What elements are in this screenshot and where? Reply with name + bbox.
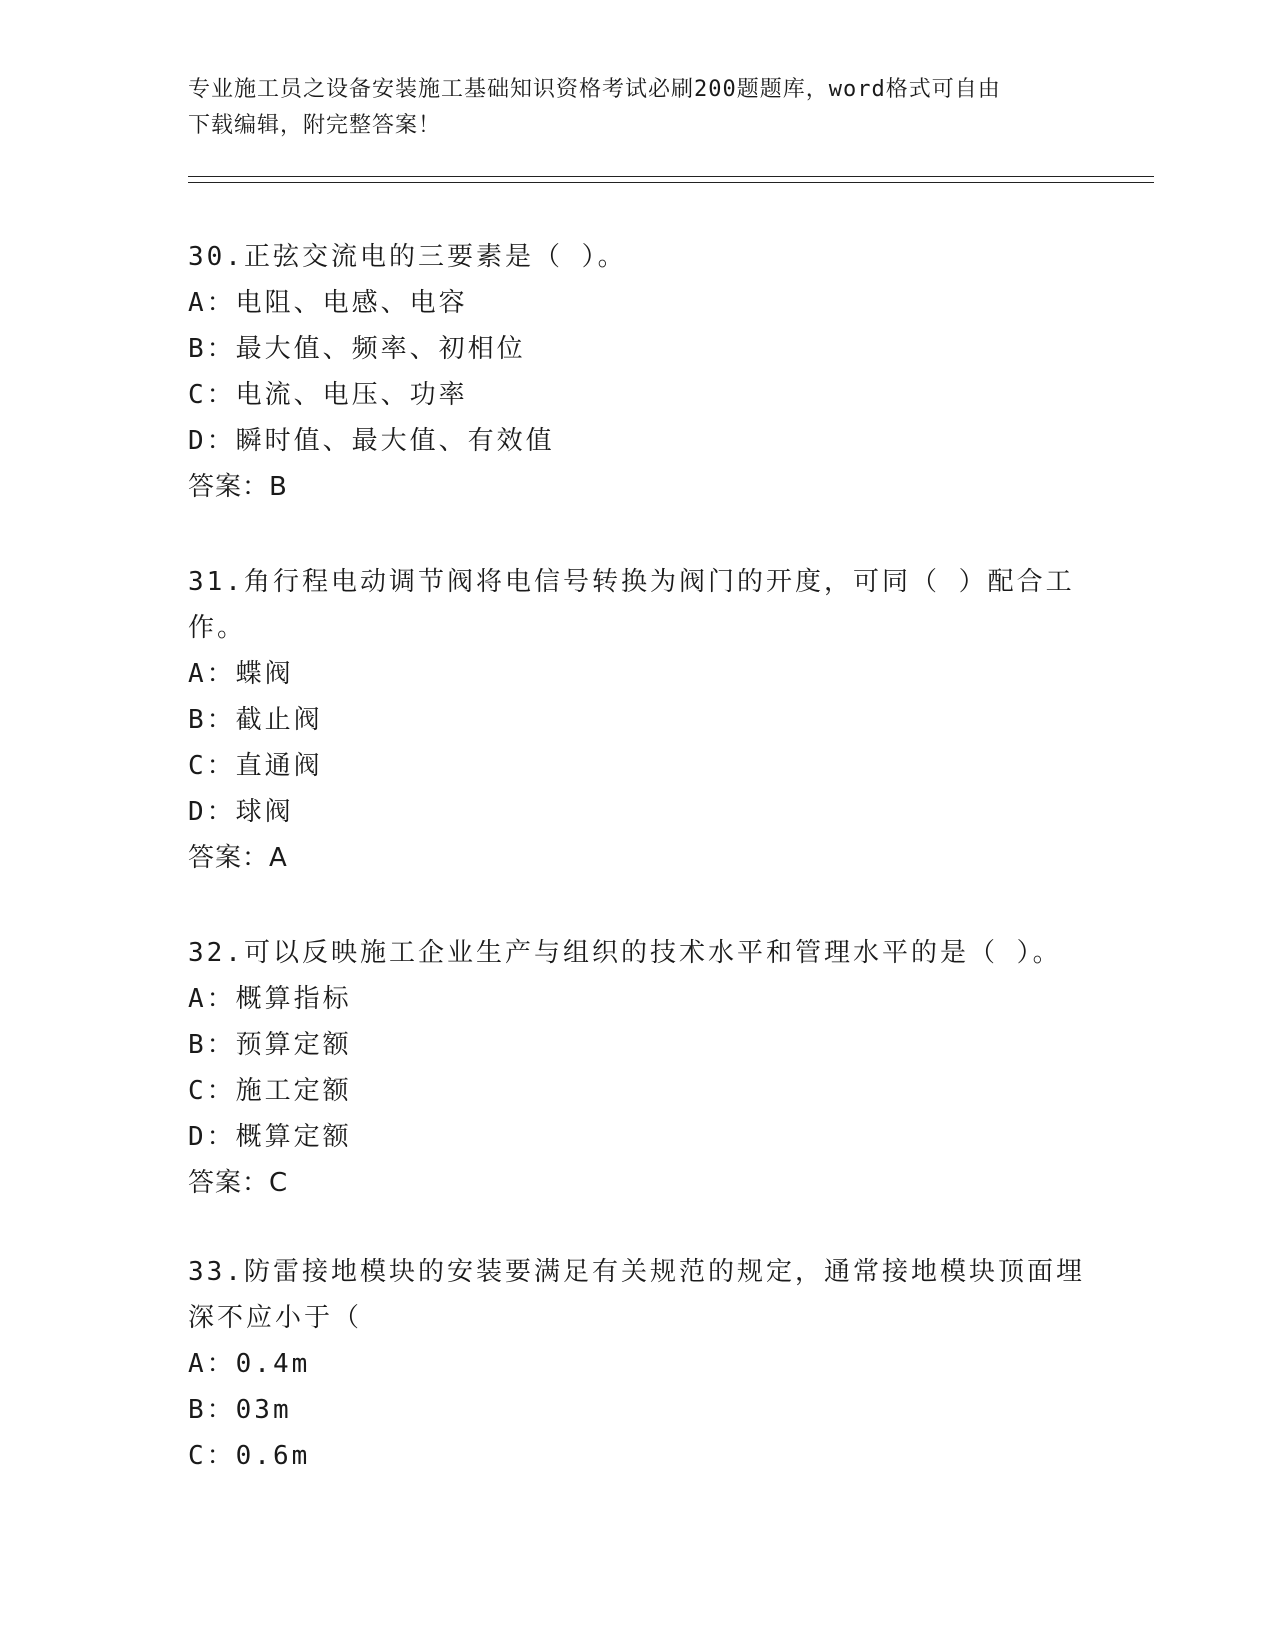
answer-line: 答案：B [188,472,288,502]
question-31 [188,559,1088,881]
option-a: A：概算指标 [188,984,352,1014]
question-stem-continued: 作。 [188,613,247,643]
question-stem: 32.可以反映施工企业生产与组织的技术水平和管理水平的是（ ）。 [188,938,1062,968]
answer-line: 答案：A [188,843,288,873]
option-c: C：电流、电压、功率 [188,380,468,410]
question-33 [188,1249,1088,1479]
option-b: B：03m [188,1395,292,1425]
option-d: D：瞬时值、最大值、有效值 [188,426,555,456]
header-divider-top [188,176,1154,177]
option-c: C：施工定额 [188,1076,352,1106]
header-line-1: 专业施工员之设备安装施工基础知识资格考试必刷200题题库，word格式可自由 [188,77,1001,102]
option-b: B：截止阀 [188,705,323,735]
header-divider-bottom [188,182,1154,183]
option-a: A：电阻、电感、电容 [188,288,468,318]
option-d: D：概算定额 [188,1122,352,1152]
document-header [188,72,1088,144]
option-c: C：0.6m [188,1441,311,1471]
question-stem: 33.防雷接地模块的安装要满足有关规范的规定，通常接地模块顶面埋 [188,1257,1085,1287]
question-30 [188,234,1088,510]
option-b: B：预算定额 [188,1030,352,1060]
answer-line: 答案：C [188,1168,289,1198]
header-line-2: 下载编辑，附完整答案！ [188,113,442,138]
question-32 [188,930,1088,1206]
option-b: B：最大值、频率、初相位 [188,334,526,364]
option-a: A：蝶阀 [188,659,294,689]
option-c: C：直通阀 [188,751,323,781]
question-stem: 31.角行程电动调节阀将电信号转换为阀门的开度，可同（ ）配合工 [188,567,1075,597]
question-stem-continued: 深不应小于（ [188,1303,363,1333]
option-a: A：0.4m [188,1349,311,1379]
question-stem: 30.正弦交流电的三要素是（ ）。 [188,242,627,272]
option-d: D：球阀 [188,797,294,827]
